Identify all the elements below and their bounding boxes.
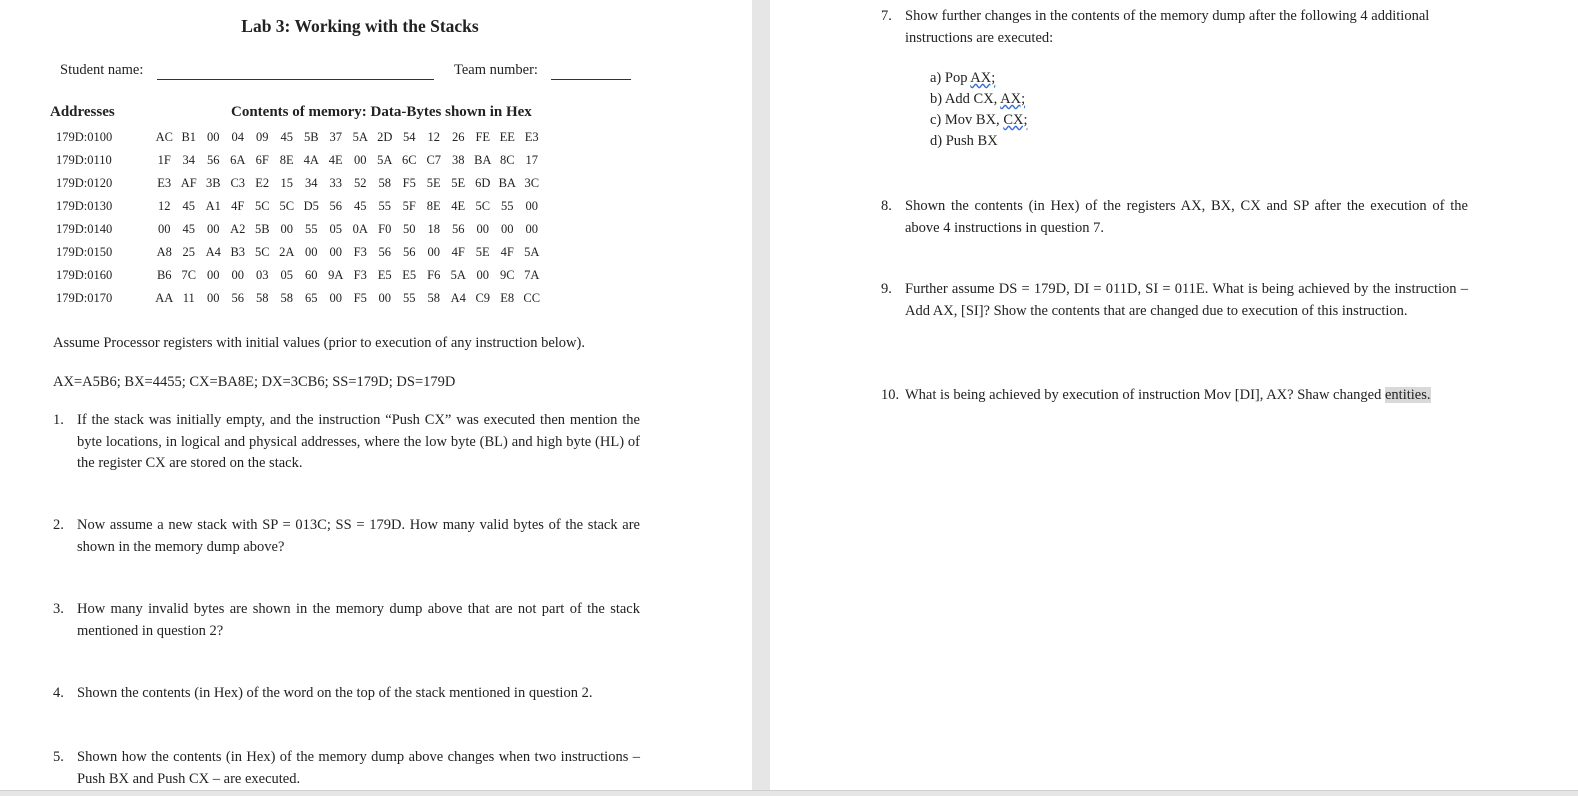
memory-byte: 00	[280, 222, 293, 236]
memory-byte: 4E	[328, 153, 343, 167]
instruction-label: b)	[930, 91, 943, 107]
page-bottom-edge	[0, 790, 1578, 791]
student-name-blank[interactable]	[157, 79, 434, 80]
memory-byte: 0A	[352, 222, 368, 236]
memory-byte: 11	[182, 291, 195, 305]
page-title: Lab 3: Working with the Stacks	[241, 16, 479, 36]
question-text: Shown the contents (in Hex) of the word on the top of the stack mentioned in question 2.	[77, 685, 593, 701]
memory-byte: 5F	[402, 199, 416, 213]
memory-byte: 2A	[279, 245, 295, 259]
memory-byte: 4F	[500, 245, 514, 259]
memory-byte: 26	[452, 130, 465, 144]
memory-byte: A4	[450, 291, 466, 305]
memory-byte: C3	[230, 176, 246, 190]
question-text: Shown the contents (in Hex) of the registers AX, BX, CX and SP after the execution of the above 4 instructions in question 7.	[905, 198, 1468, 236]
memory-byte: 4F	[451, 245, 465, 259]
memory-byte: 50	[403, 222, 416, 236]
memory-row	[50, 264, 544, 287]
memory-byte: 56	[207, 153, 220, 167]
memory-byte: 05	[280, 268, 293, 282]
memory-byte: 65	[305, 291, 318, 305]
memory-byte: 00	[207, 268, 220, 282]
memory-byte: 58	[378, 176, 391, 190]
memory-byte: 5B	[303, 130, 319, 144]
memory-byte: 45	[182, 199, 195, 213]
memory-byte: E8	[500, 291, 515, 305]
memory-byte: 00	[476, 222, 489, 236]
memory-byte: 56	[329, 199, 342, 213]
memory-byte: B3	[230, 245, 246, 259]
memory-byte: 00	[305, 245, 318, 259]
question-number: 5.	[53, 749, 64, 765]
question-text: Show further changes in the contents of the memory dump after the following 4 additional instructions are executed:	[905, 8, 1430, 46]
question-text	[905, 385, 1468, 407]
memory-byte: 60	[305, 268, 318, 282]
memory-address: 179D:0170	[56, 291, 113, 305]
instruction-args: AX;	[970, 70, 996, 86]
memory-dump-table	[50, 126, 544, 310]
memory-row	[50, 241, 544, 264]
instruction-args: AX;	[1000, 91, 1026, 107]
memory-byte: E3	[157, 176, 172, 190]
memory-byte: 34	[305, 176, 318, 190]
memory-byte: 56	[452, 222, 465, 236]
memory-byte: 00	[501, 222, 514, 236]
memory-byte: D5	[303, 199, 319, 213]
question-number: 8.	[881, 198, 892, 214]
memory-byte: AA	[155, 291, 174, 305]
memory-byte: E3	[524, 130, 539, 144]
memory-byte: 12	[158, 199, 171, 213]
memory-byte: 45	[182, 222, 195, 236]
question-text: Now assume a new stack with SP = 013C; SS = 179D. How many valid bytes of the stack are shown in the memory dump above?	[77, 517, 640, 555]
memory-address: 179D:0140	[56, 222, 113, 236]
memory-byte: 04	[231, 130, 244, 144]
memory-byte: 55	[403, 291, 416, 305]
memory-byte: EE	[499, 130, 515, 144]
instruction-op: Pop	[944, 70, 968, 86]
memory-byte: F6	[427, 268, 441, 282]
memory-byte: 6D	[475, 176, 491, 190]
memory-byte: 00	[476, 268, 489, 282]
memory-byte: 15	[280, 176, 293, 190]
instruction-label: a)	[930, 70, 942, 86]
memory-byte: 6F	[255, 153, 269, 167]
memory-byte: 7C	[181, 268, 197, 282]
memory-byte: 18	[427, 222, 440, 236]
memory-byte: 00	[427, 245, 440, 259]
question-1	[53, 410, 640, 475]
memory-address: 179D:0110	[56, 153, 112, 167]
memory-byte: 5C	[254, 245, 270, 259]
memory-byte: 17	[525, 153, 538, 167]
memory-byte: 5C	[279, 199, 295, 213]
memory-address: 179D:0150	[56, 245, 113, 259]
memory-byte: 56	[231, 291, 244, 305]
question-2	[53, 515, 640, 558]
registers-text: AX=A5B6; BX=4455; CX=BA8E; DX=3CB6; SS=179D; DS=179D	[53, 374, 456, 390]
question-5	[53, 747, 640, 790]
memory-byte: 3C	[524, 176, 540, 190]
memory-byte: 00	[207, 222, 220, 236]
memory-byte: 5A	[524, 245, 540, 259]
memory-byte: 5E	[426, 176, 441, 190]
memory-byte: 58	[427, 291, 440, 305]
memory-byte: 33	[329, 176, 342, 190]
memory-byte: A1	[205, 199, 221, 213]
memory-byte: 00	[525, 199, 538, 213]
memory-address: 179D:0100	[56, 130, 113, 144]
memory-byte: 34	[182, 153, 195, 167]
instruction-b	[930, 91, 1025, 108]
question-number: 7.	[881, 8, 892, 24]
memory-address: 179D:0160	[56, 268, 113, 282]
memory-byte: CC	[523, 291, 541, 305]
memory-byte: 5E	[451, 176, 466, 190]
memory-byte: 00	[329, 291, 342, 305]
memory-byte: 9A	[328, 268, 344, 282]
memory-byte: 52	[354, 176, 367, 190]
question-text: Shown how the contents (in Hex) of the memory dump above changes when two instructions – Push BX and Push CX – are executed.	[77, 749, 640, 787]
memory-byte: 58	[256, 291, 269, 305]
memory-byte: 45	[280, 130, 293, 144]
memory-byte: BA	[498, 176, 516, 190]
memory-byte: 6C	[401, 153, 417, 167]
memory-byte: 4A	[303, 153, 319, 167]
memory-byte: 37	[329, 130, 342, 144]
question-text-main: What is being achieved by execution of instruction Mov [DI], AX? Shaw changed	[905, 387, 1382, 403]
memory-byte: B1	[181, 130, 197, 144]
instruction-c	[930, 112, 1027, 129]
memory-byte: 5A	[352, 130, 368, 144]
instruction-d	[930, 133, 998, 150]
memory-byte: 56	[403, 245, 416, 259]
question-9	[881, 279, 1468, 322]
instruction-label: c)	[930, 112, 942, 128]
question-text: How many invalid bytes are shown in the memory dump above that are not part of the stack mentioned in question 2?	[77, 601, 640, 639]
memory-byte: 00	[231, 268, 244, 282]
question-number: 4.	[53, 685, 64, 701]
memory-byte: F3	[353, 245, 367, 259]
memory-byte: A4	[205, 245, 221, 259]
memory-byte: 00	[329, 245, 342, 259]
memory-byte: 5B	[254, 222, 270, 236]
memory-byte: 56	[378, 245, 391, 259]
assume-text: Assume Processor registers with initial values (prior to execution of any instruction below).	[53, 335, 585, 351]
memory-byte: 8E	[279, 153, 294, 167]
memory-byte: 2D	[377, 130, 393, 144]
team-number-blank[interactable]	[551, 79, 631, 80]
memory-byte: BA	[474, 153, 492, 167]
memory-byte: FE	[475, 130, 491, 144]
question-10	[881, 385, 1468, 407]
memory-byte: 05	[329, 222, 342, 236]
memory-byte: C9	[475, 291, 491, 305]
memory-row	[50, 195, 544, 218]
question-4	[53, 683, 653, 705]
memory-byte: 55	[501, 199, 514, 213]
memory-byte: 9C	[499, 268, 515, 282]
memory-byte: E5	[377, 268, 392, 282]
memory-byte: 00	[378, 291, 391, 305]
memory-byte: 5E	[475, 245, 490, 259]
question-number: 2.	[53, 517, 64, 533]
memory-byte: 12	[427, 130, 440, 144]
memory-byte: 00	[207, 291, 220, 305]
instruction-op: Push BX	[945, 133, 998, 149]
contents-header: Contents of memory: Data-Bytes shown in Hex	[231, 104, 532, 120]
memory-byte: 58	[280, 291, 293, 305]
memory-byte: 03	[256, 268, 269, 282]
highlighted-text[interactable]: entities.	[1384, 387, 1431, 403]
memory-row	[50, 287, 544, 310]
memory-byte: 55	[305, 222, 318, 236]
memory-byte: F3	[353, 268, 367, 282]
memory-row	[50, 149, 544, 172]
memory-byte: F0	[378, 222, 392, 236]
memory-byte: 3B	[205, 176, 221, 190]
memory-byte: 55	[378, 199, 391, 213]
instruction-a	[930, 70, 995, 87]
instruction-label: d)	[930, 133, 943, 149]
memory-byte: 25	[182, 245, 195, 259]
memory-byte: 5C	[254, 199, 270, 213]
addresses-header: Addresses	[50, 104, 115, 120]
memory-byte: B6	[156, 268, 172, 282]
memory-byte: 45	[354, 199, 367, 213]
memory-byte: 4E	[451, 199, 466, 213]
question-text: If the stack was initially empty, and the instruction “Push CX” was executed then mention the byte locations, in logical and physical addresses, where the low byte (BL) and high byte (HL) of the register CX are stored on the stack.	[77, 412, 640, 471]
instruction-op: Mov BX,	[944, 112, 1000, 128]
memory-byte: 4F	[231, 199, 245, 213]
memory-byte: 00	[207, 130, 220, 144]
memory-byte: 8C	[499, 153, 515, 167]
memory-byte: 00	[158, 222, 171, 236]
memory-byte: E2	[255, 176, 270, 190]
memory-byte: 8E	[426, 199, 441, 213]
memory-byte: 1F	[157, 153, 171, 167]
memory-byte: 54	[403, 130, 416, 144]
memory-byte: A2	[230, 222, 246, 236]
memory-byte: C7	[426, 153, 442, 167]
question-8	[881, 196, 1468, 239]
memory-byte: AC	[155, 130, 173, 144]
memory-byte: F5	[402, 176, 416, 190]
question-number: 9.	[881, 281, 892, 297]
memory-byte: 00	[525, 222, 538, 236]
memory-byte: 5A	[450, 268, 466, 282]
memory-byte: 09	[256, 130, 269, 144]
question-number: 1.	[53, 412, 64, 428]
question-text: Further assume DS = 179D, DI = 011D, SI = 011E. What is being achieved by the instruction – Add AX, [SI]? Show the contents that are changed due to execution of this instruction.	[905, 281, 1468, 319]
memory-byte: AF	[180, 176, 197, 190]
memory-byte: 00	[354, 153, 367, 167]
memory-byte: 5A	[377, 153, 393, 167]
student-name-label: Student name:	[60, 62, 144, 78]
instruction-args: CX;	[1003, 112, 1028, 128]
memory-address: 179D:0130	[56, 199, 113, 213]
team-number-label: Team number:	[454, 62, 538, 78]
memory-row	[50, 218, 544, 241]
memory-row	[50, 126, 544, 149]
document-page-left	[0, 0, 752, 790]
memory-byte: 5C	[475, 199, 491, 213]
question-number: 3.	[53, 601, 64, 617]
instruction-op: Add CX,	[944, 91, 998, 107]
question-7	[881, 6, 1468, 49]
memory-byte: 38	[452, 153, 465, 167]
memory-byte: 6A	[230, 153, 246, 167]
question-number: 10.	[881, 387, 900, 403]
memory-row	[50, 172, 544, 195]
memory-byte: F5	[353, 291, 367, 305]
question-3	[53, 599, 640, 642]
memory-byte: A8	[156, 245, 172, 259]
memory-address: 179D:0120	[56, 176, 113, 190]
memory-byte: 7A	[524, 268, 540, 282]
memory-byte: E5	[402, 268, 417, 282]
